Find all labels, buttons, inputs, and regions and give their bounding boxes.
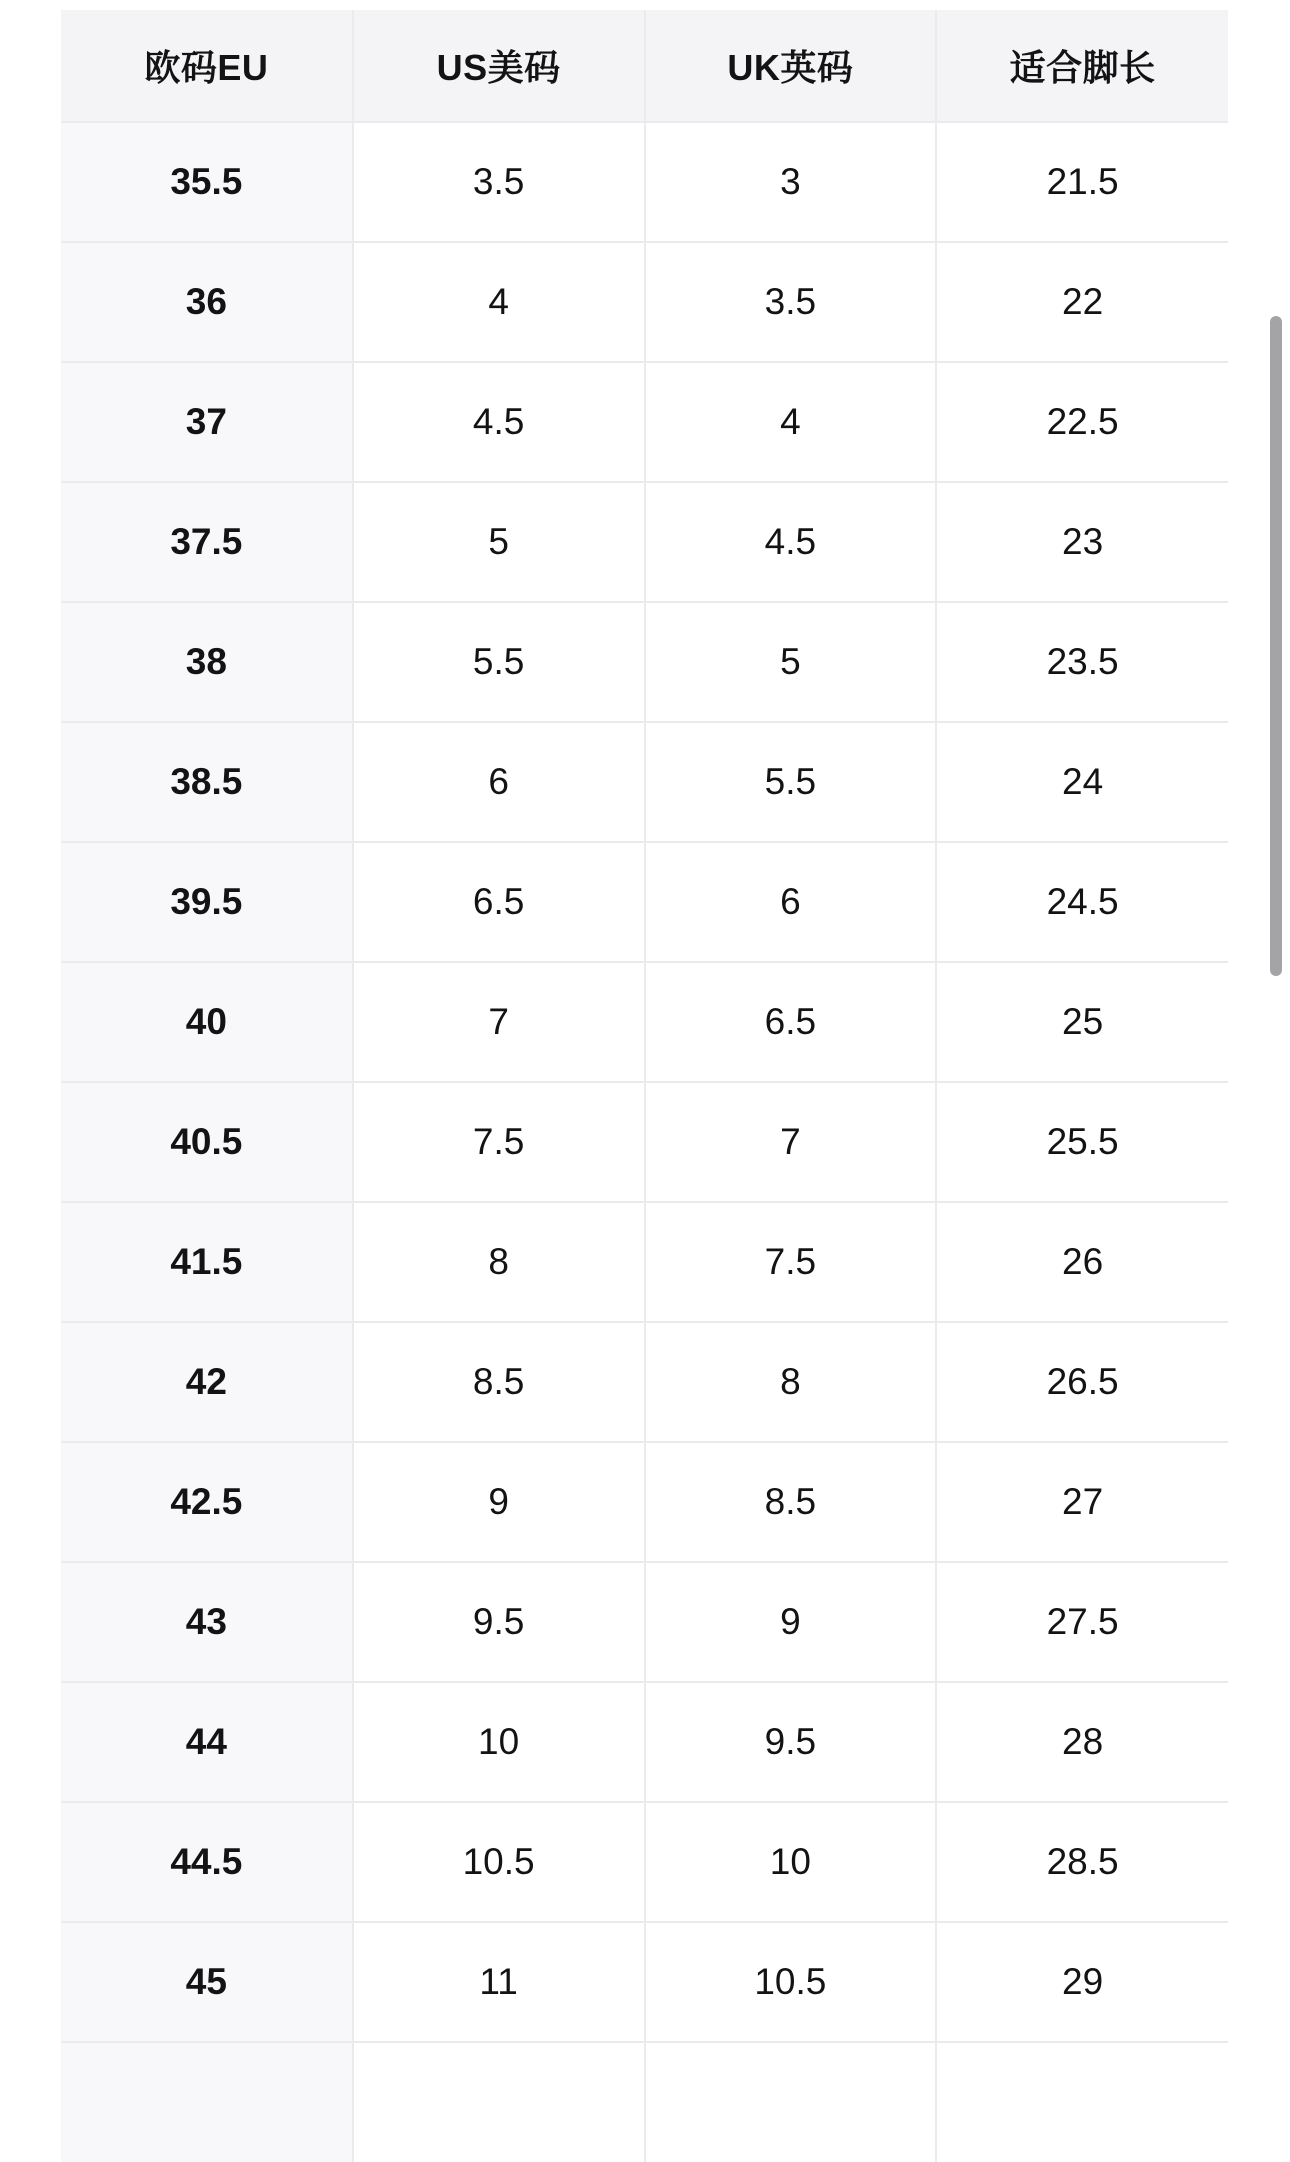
cell-us: 6 [353, 722, 645, 842]
cell-eu: 44 [61, 1682, 353, 1802]
cell-eu: 43 [61, 1562, 353, 1682]
cell-uk: 10 [645, 1802, 937, 1922]
cell-uk: 4 [645, 362, 937, 482]
size-table-body [61, 122, 1228, 2162]
cell-eu: 42 [61, 1322, 353, 1442]
cell-foot-length: 28.5 [936, 1802, 1228, 1922]
table-row [61, 1562, 1228, 1682]
cell-foot-length: 21.5 [936, 122, 1228, 242]
table-row [61, 1442, 1228, 1562]
cell-foot-length: 22 [936, 242, 1228, 362]
cell-eu: 44.5 [61, 1802, 353, 1922]
cell-uk: 8.5 [645, 1442, 937, 1562]
cell-foot-length [936, 2042, 1228, 2162]
cell-foot-length: 22.5 [936, 362, 1228, 482]
cell-us: 5.5 [353, 602, 645, 722]
table-row [61, 482, 1228, 602]
size-table-header [61, 10, 1228, 122]
table-row [61, 1202, 1228, 1322]
cell-us: 6.5 [353, 842, 645, 962]
table-row [61, 842, 1228, 962]
cell-us: 10 [353, 1682, 645, 1802]
table-row-partial [61, 2042, 1228, 2162]
cell-us: 9.5 [353, 1562, 645, 1682]
cell-uk [645, 2042, 937, 2162]
cell-uk: 9.5 [645, 1682, 937, 1802]
cell-eu: 42.5 [61, 1442, 353, 1562]
header-row [61, 10, 1228, 122]
cell-foot-length: 24 [936, 722, 1228, 842]
cell-foot-length: 23 [936, 482, 1228, 602]
cell-uk: 4.5 [645, 482, 937, 602]
cell-uk: 8 [645, 1322, 937, 1442]
cell-eu: 36 [61, 242, 353, 362]
cell-uk: 5 [645, 602, 937, 722]
cell-uk: 9 [645, 1562, 937, 1682]
header-cell-uk: UK英码 [645, 10, 937, 122]
table-row [61, 962, 1228, 1082]
cell-uk: 3 [645, 122, 937, 242]
table-row [61, 242, 1228, 362]
cell-uk: 5.5 [645, 722, 937, 842]
vertical-scrollbar-thumb[interactable] [1270, 316, 1282, 976]
cell-uk: 6 [645, 842, 937, 962]
table-row [61, 122, 1228, 242]
cell-eu: 38 [61, 602, 353, 722]
cell-us: 9 [353, 1442, 645, 1562]
header-cell-us: US美码 [353, 10, 645, 122]
cell-foot-length: 24.5 [936, 842, 1228, 962]
table-row [61, 1802, 1228, 1922]
cell-us: 5 [353, 482, 645, 602]
cell-eu: 38.5 [61, 722, 353, 842]
cell-foot-length: 23.5 [936, 602, 1228, 722]
table-row [61, 1682, 1228, 1802]
cell-eu: 37 [61, 362, 353, 482]
cell-foot-length: 26.5 [936, 1322, 1228, 1442]
cell-foot-length: 25 [936, 962, 1228, 1082]
header-cell-eu: 欧码EU [61, 10, 353, 122]
cell-us: 11 [353, 1922, 645, 2042]
cell-eu: 37.5 [61, 482, 353, 602]
cell-eu: 45 [61, 1922, 353, 2042]
cell-foot-length: 25.5 [936, 1082, 1228, 1202]
cell-foot-length: 28 [936, 1682, 1228, 1802]
cell-eu: 40.5 [61, 1082, 353, 1202]
cell-us: 3.5 [353, 122, 645, 242]
table-row [61, 1922, 1228, 2042]
table-row [61, 602, 1228, 722]
cell-us: 7.5 [353, 1082, 645, 1202]
cell-eu: 41.5 [61, 1202, 353, 1322]
cell-us: 8 [353, 1202, 645, 1322]
cell-eu [61, 2042, 353, 2162]
cell-uk: 3.5 [645, 242, 937, 362]
cell-foot-length: 29 [936, 1922, 1228, 2042]
cell-eu: 39.5 [61, 842, 353, 962]
cell-us: 4 [353, 242, 645, 362]
cell-uk: 7 [645, 1082, 937, 1202]
cell-us: 10.5 [353, 1802, 645, 1922]
cell-eu: 40 [61, 962, 353, 1082]
header-cell-foot-length: 适合脚长 [936, 10, 1228, 122]
cell-uk: 10.5 [645, 1922, 937, 2042]
cell-us: 8.5 [353, 1322, 645, 1442]
cell-foot-length: 26 [936, 1202, 1228, 1322]
table-row [61, 722, 1228, 842]
cell-eu: 35.5 [61, 122, 353, 242]
cell-us: 4.5 [353, 362, 645, 482]
cell-us [353, 2042, 645, 2162]
cell-foot-length: 27.5 [936, 1562, 1228, 1682]
cell-uk: 6.5 [645, 962, 937, 1082]
table-row [61, 1082, 1228, 1202]
cell-foot-length: 27 [936, 1442, 1228, 1562]
table-row [61, 1322, 1228, 1442]
shoe-size-table [61, 10, 1228, 2162]
cell-us: 7 [353, 962, 645, 1082]
cell-uk: 7.5 [645, 1202, 937, 1322]
table-row [61, 362, 1228, 482]
